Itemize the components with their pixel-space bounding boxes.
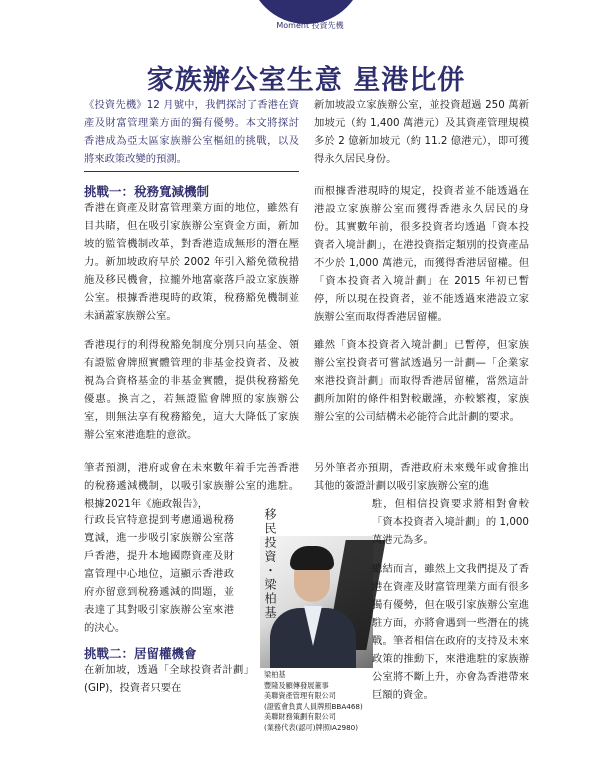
right-paragraph-5: 總結而言，雖然上文我們提及了香港在資產及財富管理業方面有很多獨有優勢，但在吸引家族辦公室進駐方面，亦將會遇到一些潛在的挑戰。筆者相信在政府的支持及未來政策的推動下，來港進駐的家族辦公室將不斷上升，亦會為香港帶來巨額的資金。 — [372, 563, 529, 701]
right-paragraph-3: 雖然「資本投資者入境計劃」已暫停，但家族辦公室投資者可嘗試透過另一計劃—「企業家來港投資計劃」而取得香港居留權，當然這計劃所加附的條件相對較嚴謹，亦較繁複，家族辦公室的公司結構未必能符合此計劃的要求。 — [314, 339, 529, 423]
intro-divider — [84, 171, 299, 172]
intro-paragraph: 《投資先機》12 月號中，我們探討了香港在資產及財富管理業方面的獨有優勢。本文將探討香港成為亞太區家族辦公室樞紐的挑戰，以及將來政策改變的預測。 — [84, 99, 299, 165]
challenge1-paragraph-3a: 筆者預測，港府或會在未來數年着手完善香港的稅務遞減機制，以吸引家族辦公室的進駐。根據2021年《施政報告》， — [84, 462, 299, 510]
author-role-4: 美聯財務策劃有限公司 — [264, 712, 336, 721]
author-credits — [264, 670, 374, 733]
author-hair — [290, 546, 334, 570]
page-number: 18 — [300, 4, 312, 14]
challenge1-paragraph-2: 香港現行的利得稅豁免制度分別只向基金、領有證監會牌照實體管理的非基金投資者、及被視為合資格基金的非基金實體，提供稅務豁免優惠。換言之，若無證監會牌照的家族辦公室，則無法享有稅務豁免，這大大降低了家族辦公室來港進駐的意欲。 — [84, 339, 299, 441]
author-role-2: 美聯資產管理有限公司 — [264, 691, 336, 700]
right-paragraph-1: 新加坡設立家族辦公室，並投資超過 250 萬新加坡元（約 1,400 萬港元）及其資產管理規模多於 2 億新加坡元（約 11.2 億港元），即可獲得永久居民身份。 — [314, 99, 529, 165]
author-role-3: (證監會負責人員牌照BBA468) — [264, 701, 363, 711]
column-caption: 移民投資・梁柏基 — [263, 508, 277, 620]
right-paragraph-2: 而根據香港現時的規定，投資者並不能透過在港設立家族辦公室而獲得香港永久居民的身份。其實數年前，很多投資者均透過「資本投資者入境計劃」，在港投資指定類別的投資產品不少於 1,000 萬港元，而獲得香港居留權。但「資本投資者入境計劃」在 2015 年初已暫停，所以現在投資者，並不能透過來港設立家族辦公室而取得香港居留權。 — [314, 185, 529, 323]
challenge1-paragraph-1: 香港在資產及財富管理業方面的地位，雖然有目共睹，但在吸引家族辦公室資金方面，新加坡的監管機制改革，對香港造成無形的潛在壓力。新加坡政府早於 2002 年引入豁免徵稅措施及移民機會，拉攏外地富豪落戶設立家族辦公室。根據香港現時的政策，稅務豁免機制並未涵蓋家族辦公室。 — [84, 202, 299, 322]
challenge2-paragraph-1: 在新加坡，透過「全球投資者計劃」(GIP)，投資者只要在 — [84, 664, 254, 694]
right-paragraph-4a: 另外筆者亦預期，香港政府未來幾年或會推出其他的簽證計劃以吸引家族辦公室的進 — [314, 462, 529, 492]
challenge1-paragraph-3b: 行政長官特意提到考慮通過稅務寬減，進一步吸引家族辦公室落戶香港，提升本地國際資產及財富管理中心地位，這顯示香港政府亦留意到稅務遞減的問題，並表達了其對吸引家族辦公室來港的決心。 — [84, 514, 234, 634]
challenge1-heading: 挑戰一：稅務寬減機制 — [84, 184, 210, 199]
section-label: Moment 投資先機 — [276, 21, 344, 30]
right-paragraph-4b: 駐，但相信投資要求將相對會較「資本投資者入境計劃」的 1,000 萬港元為多。 — [372, 498, 529, 546]
article-title: 家族辦公室生意 星港比併 — [146, 65, 466, 96]
author-role-1: 豐隆及顧傳發展董事 — [264, 680, 329, 690]
author-name: 梁柏基 — [264, 670, 286, 679]
challenge2-heading: 挑戰二：居留權機會 — [84, 646, 197, 661]
author-role-5: (業務代表(認可)牌照IA2980) — [264, 722, 359, 732]
